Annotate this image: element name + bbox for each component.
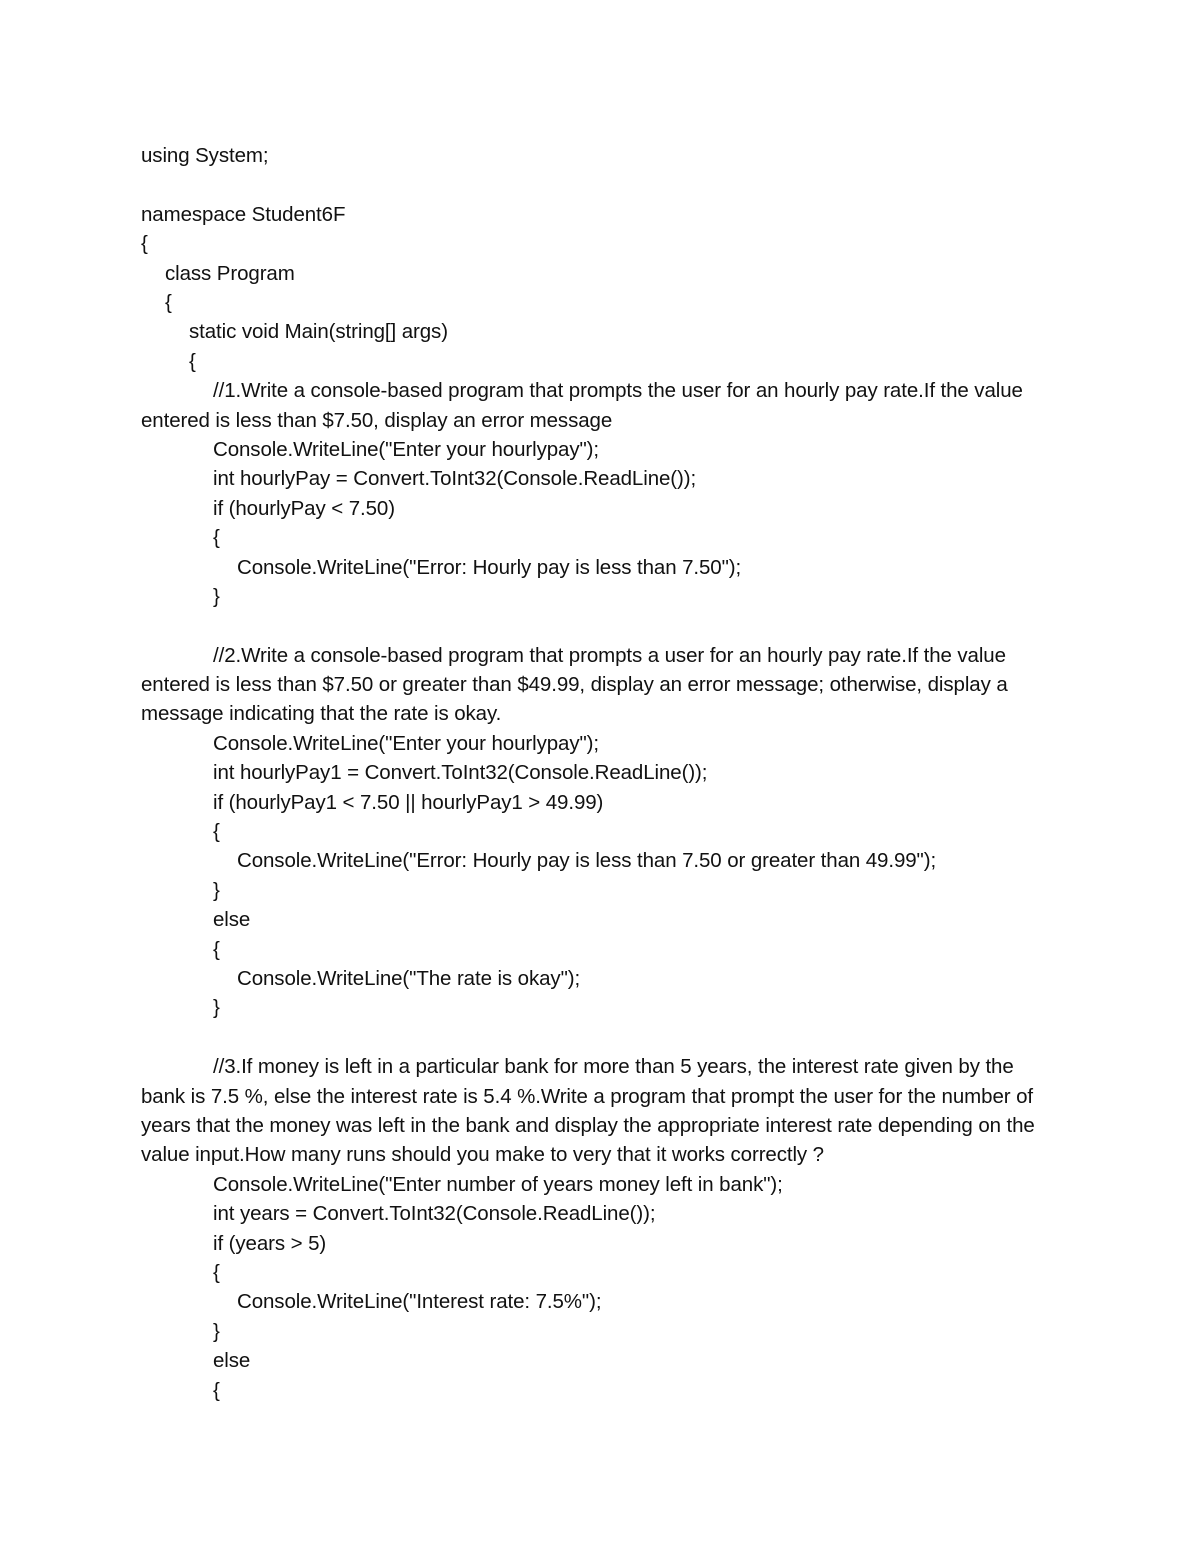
code-line: { <box>213 820 220 844</box>
code-line: Console.WriteLine("Enter your hourlypay"); <box>213 437 599 461</box>
code-line: } <box>213 584 220 608</box>
blank-line <box>141 611 1061 640</box>
main-method-declaration: static void Main(string[] args) <box>189 320 448 344</box>
code-document <box>141 141 1061 1405</box>
code-line: { <box>213 1260 220 1284</box>
code-line: } <box>213 1319 220 1343</box>
namespace-line: namespace Student6F <box>141 202 346 226</box>
blank-line <box>141 1023 1061 1052</box>
q3-comment: //3.If money is left in a particular bank for more than 5 years, the interest rate given by the bank is 7.5 %, else the interest rate is 5.4 %.Write a program that prompt the user for the number of years that the money was left in the bank and display the appropriate interest rate depending on the value input.How many runs should you make to very that it works correctly ? <box>141 1055 1035 1167</box>
code-line: Console.WriteLine("Enter your hourlypay"); <box>213 731 599 755</box>
class-declaration-line: class Program <box>165 261 295 285</box>
code-line: int hourlyPay1 = Convert.ToInt32(Console.ReadLine()); <box>213 761 708 785</box>
q2-comment: //2.Write a console-based program that prompts a user for an hourly pay rate.If the value entered is less than $7.50 or greater than $49.99, display an error message; otherwise, display a message indicating that the rate is okay. <box>141 643 1008 726</box>
code-line: Console.WriteLine("The rate is okay"); <box>237 967 581 991</box>
main-open-brace: { <box>189 349 196 373</box>
code-line: Console.WriteLine("Enter number of years money left in bank"); <box>213 1172 783 1196</box>
code-line: { <box>213 526 220 550</box>
q1-comment: //1.Write a console-based program that prompts the user for an hourly pay rate.If the value entered is less than $7.50, display an error message <box>141 379 1023 432</box>
class-open-brace: { <box>165 290 172 314</box>
code-line: if (hourlyPay1 < 7.50 || hourlyPay1 > 49.99) <box>213 790 604 814</box>
using-line: using System; <box>141 144 269 167</box>
code-line: int hourlyPay = Convert.ToInt32(Console.ReadLine()); <box>213 467 697 491</box>
code-line: Console.WriteLine("Interest rate: 7.5%"); <box>237 1290 602 1314</box>
code-line: else <box>213 908 251 932</box>
code-line: else <box>213 1349 251 1373</box>
namespace-open-brace: { <box>141 232 148 256</box>
code-line: int years = Convert.ToInt32(Console.ReadLine()); <box>213 1202 656 1226</box>
code-line: Console.WriteLine("Error: Hourly pay is less than 7.50 or greater than 49.99"); <box>237 849 937 873</box>
blank-line <box>141 170 1061 199</box>
code-line: { <box>213 937 220 961</box>
code-line: { <box>213 1378 220 1402</box>
code-line: } <box>213 878 220 902</box>
code-line: } <box>213 996 220 1020</box>
code-line: Console.WriteLine("Error: Hourly pay is less than 7.50"); <box>237 555 742 579</box>
code-line: if (hourlyPay < 7.50) <box>213 496 395 520</box>
code-line: if (years > 5) <box>213 1231 327 1255</box>
